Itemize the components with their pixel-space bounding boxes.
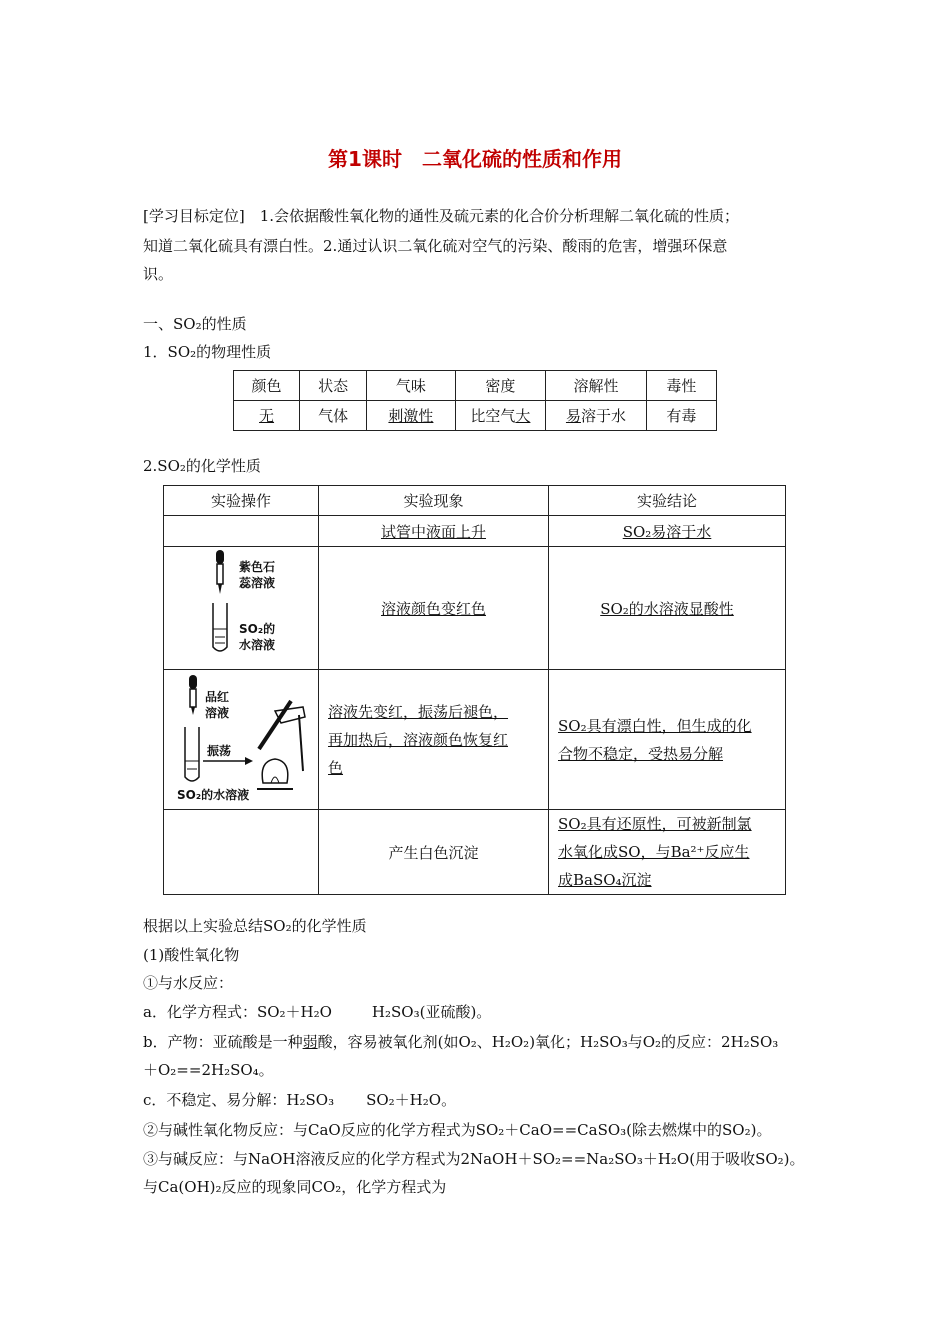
header-color: 颜色: [234, 371, 300, 401]
density-prefix: 比空气: [470, 407, 516, 425]
summary-line-4: [143, 1002, 491, 1022]
chemical-properties-table: [163, 485, 786, 895]
row4-conclusion: [549, 810, 786, 895]
solubility-suffix: 溶于水: [580, 407, 626, 425]
objective-line-3: 识。: [143, 265, 174, 283]
row1-phenomenon: [319, 516, 549, 547]
row3-conclusion: [549, 670, 786, 810]
summary-line-9: ③与碱反应：与NaOH溶液反应的化学方程式为2NaOH＋SO₂==Na₂SO₃＋H₂O(用于吸收SO₂)。: [143, 1150, 805, 1168]
summary-line-3: ①与水反应：: [143, 974, 234, 992]
header-toxicity: 毒性: [646, 371, 716, 401]
chem-row-3: [164, 670, 786, 810]
litmus-test-tube-diagram: [171, 547, 311, 665]
product-text-a: b．产物：亚硫酸是一种: [143, 1033, 303, 1051]
row2-phenomenon: [319, 547, 549, 670]
dropper-icon: [216, 550, 224, 594]
magenta-heating-diagram: [171, 671, 311, 805]
solubility-value: 易: [565, 407, 581, 425]
cell-density: [455, 401, 545, 431]
physical-table-row: [234, 401, 717, 431]
row3-conclusion-line-2: 合物不稳定，受热易分解: [558, 744, 724, 763]
page-title: 第1课时 二氧化硫的性质和作用: [328, 147, 622, 171]
solution-label-2: 水溶液: [239, 638, 276, 652]
litmus-label-2: 蕊溶液: [239, 576, 276, 590]
row4-phenomenon: 产生白色沉淀: [319, 810, 549, 895]
row1-phenomenon-text: 试管中液面上升: [380, 522, 486, 541]
row1-operation: [164, 516, 319, 547]
physical-table-header: [234, 371, 717, 401]
magenta-label-1: 品红: [205, 689, 230, 704]
chem-row-1: [164, 516, 786, 547]
subheading-physical: 1．SO₂的物理性质: [143, 343, 272, 361]
header-state: 状态: [300, 371, 367, 401]
physical-properties-table: [233, 370, 717, 431]
row3-phenomenon-line-2: 再加热后，溶液颜色恢复红: [328, 730, 509, 749]
heating-apparatus-icon: [257, 701, 305, 789]
solution-label: SO₂的水溶液: [177, 787, 250, 802]
header-operation: 实验操作: [164, 486, 319, 516]
row4-conclusion-line-1: SO₂具有还原性，可被新制氯: [558, 815, 752, 833]
row2-phenomenon-text: 溶液颜色变红色: [380, 599, 486, 618]
row3-operation: [164, 670, 319, 810]
chem-table-header: [164, 486, 786, 516]
row1-conclusion: [549, 516, 786, 547]
row3-phenomenon: [319, 670, 549, 810]
cell-color: [234, 401, 300, 431]
header-phenomenon: 实验现象: [319, 486, 549, 516]
subheading-chemical: 2.SO₂的化学性质: [143, 457, 261, 475]
header-solubility: 溶解性: [546, 371, 647, 401]
cell-toxicity: 有毒: [646, 401, 716, 431]
smell-value: 刺激性: [388, 407, 434, 425]
magenta-label-2: 溶液: [205, 705, 230, 720]
test-tube-icon: [185, 727, 199, 781]
equation-water-right: H₂SO₃(亚硫酸)。: [371, 1003, 492, 1021]
cell-solubility: [546, 401, 647, 431]
row2-operation: [164, 547, 319, 670]
chem-row-2: [164, 547, 786, 670]
summary-line-6: ＋O₂==2H₂SO₄。: [143, 1061, 274, 1079]
row4-conclusion-line-2: 水氧化成SO，与Ba²⁺反应生: [558, 843, 750, 861]
row3-conclusion-line-1: SO₂具有漂白性，但生成的化: [558, 716, 752, 735]
objective-line-1: [学习目标定位] 1.会依据酸性氧化物的通性及硫元素的化合价分析理解二氧化硫的性质；: [143, 207, 740, 225]
summary-line-1: 根据以上实验总结SO₂的化学性质: [143, 917, 367, 935]
cell-smell: [367, 401, 455, 431]
row2-conclusion: [549, 547, 786, 670]
summary-line-8: ②与碱性氧化物反应：与CaO反应的化学方程式为SO₂＋CaO==CaSO₃(除去燃煤中的SO₂)。: [143, 1121, 772, 1139]
section-heading: 一、SO₂的性质: [143, 315, 247, 333]
arrow-icon: [203, 757, 253, 765]
row3-phenomenon-line-3: 色: [328, 758, 344, 777]
objective-line-2: 知道二氧化硫具有漂白性。2.通过认识二氧化硫对空气的污染、酸雨的危害，增强环保意: [143, 237, 728, 255]
summary-line-10: 与Ca(OH)₂反应的现象同CO₂，化学方程式为: [143, 1178, 447, 1196]
dropper-icon: [189, 675, 197, 715]
chem-row-4: [164, 810, 786, 895]
weak-acid-answer: 弱: [302, 1033, 318, 1051]
cell-state: 气体: [300, 401, 367, 431]
row1-conclusion-text: SO₂易溶于水: [622, 522, 712, 541]
decomposition-left: c．不稳定、易分解：H₂SO₃: [143, 1091, 335, 1109]
product-text-b: 酸，容易被氧化剂(如O₂、H₂O₂)氧化；H₂SO₃与O₂的反应：2H₂SO₃: [317, 1033, 779, 1051]
row3-phenomenon-line-1: 溶液先变红，振荡后褪色，: [328, 702, 509, 721]
summary-line-2: (1)酸性氧化物: [143, 946, 240, 964]
header-conclusion: 实验结论: [549, 486, 786, 516]
row4-operation: [164, 810, 319, 895]
color-value: 无: [259, 407, 275, 425]
solution-label-1: SO₂的: [239, 622, 276, 636]
row2-conclusion-text: SO₂的水溶液显酸性: [600, 599, 734, 618]
row4-conclusion-line-3: 成BaSO₄沉淀: [558, 871, 652, 889]
test-tube-icon: [213, 603, 227, 651]
litmus-label-1: 紫色石: [239, 560, 276, 574]
density-value: 大: [515, 407, 531, 425]
header-density: 密度: [455, 371, 545, 401]
summary-line-7: [143, 1090, 456, 1110]
summary-line-5: [143, 1032, 778, 1052]
decomposition-right: SO₂＋H₂O。: [366, 1091, 457, 1109]
shake-label: 振荡: [207, 743, 232, 758]
header-smell: 气味: [367, 371, 455, 401]
equation-water-left: a．化学方程式：SO₂＋H₂O: [143, 1003, 332, 1021]
